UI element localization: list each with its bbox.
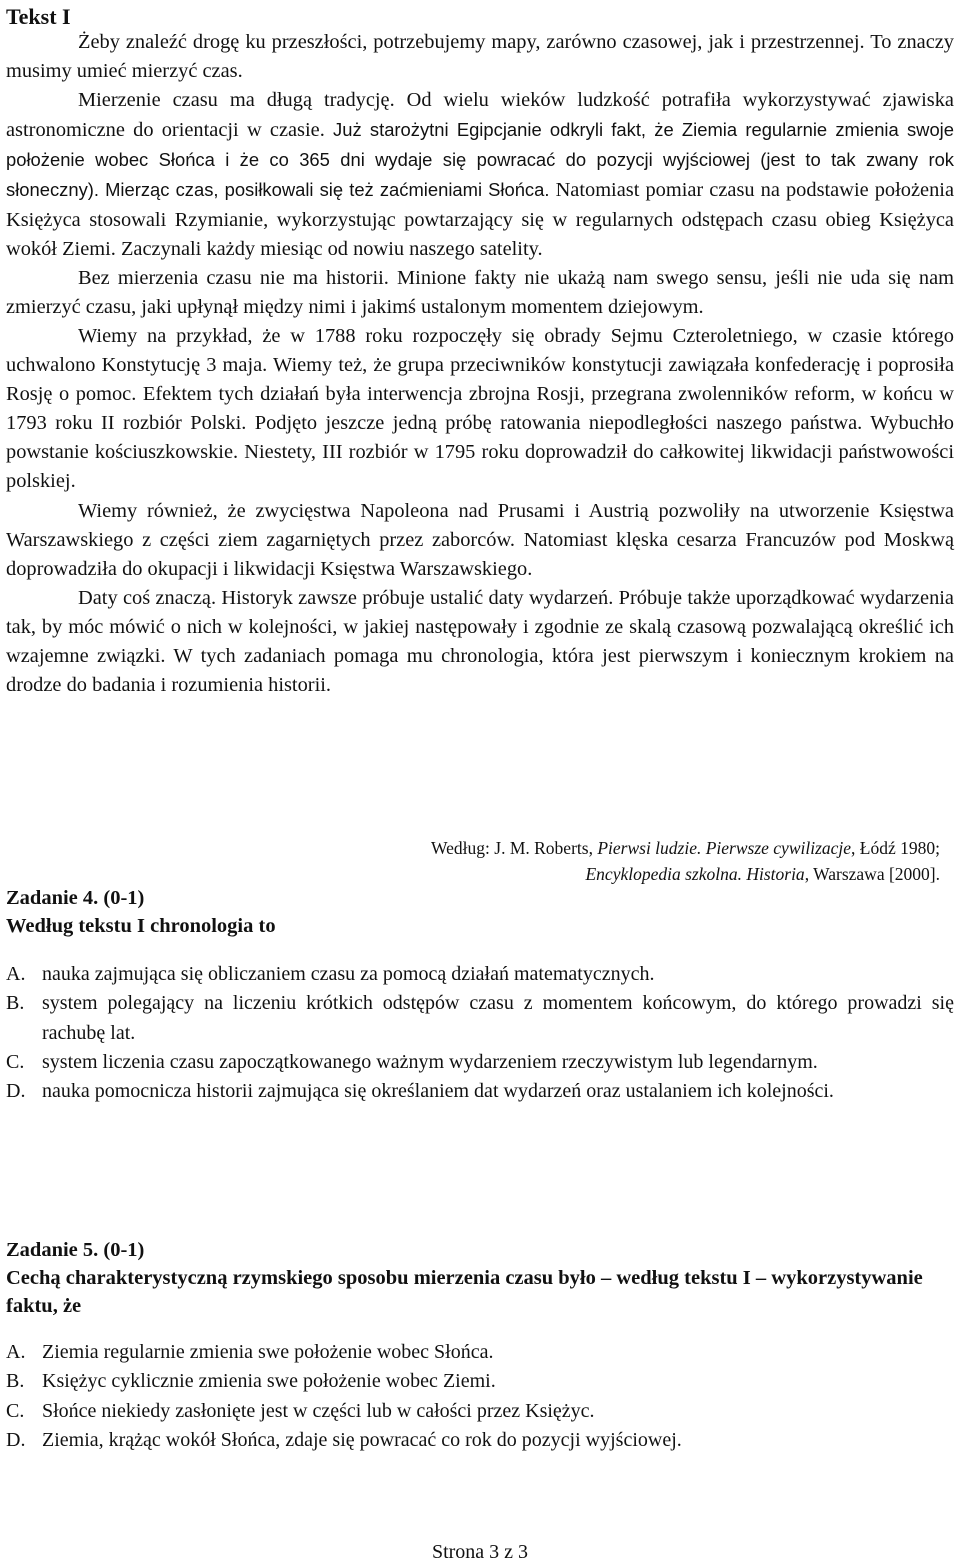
task-4-option-b[interactable] [6, 989, 954, 1048]
paragraph-2-part-d: Natomiast pomiar czasu na podstawie położenia Księżyca stosowali Rzymianie, wykorzystując powtarzający się w regularnych odstępach czasu obieg Księżyca wokół Ziemi. Zaczynali każdy miesiąc od nowiu naszego satelity. [6, 179, 954, 260]
paragraph-6: Daty coś znaczą. Historyk zawsze próbuje ustalić daty wydarzeń. Próbuje także uporządkować wydarzenia tak, by móc mówić o nich w kolejności, w jakiej następowały i zgodnie ze skalą czasową pozwalającą określić ich wzajemne związki. W tych zadaniach pomaga mu chronologia, która jest pierwszym i koniecznym krokiem na drodze do badania i rozumienia historii. [6, 586, 954, 697]
paragraph-2-part-a: Mierzenie czasu ma długą tradycję. Od wielu wieków ludzkość potrafiła wykorzystywać zjawiska astronomiczne do orientacji w czasie. [6, 89, 954, 142]
task-4-option-a[interactable] [6, 960, 954, 989]
option-text: Księżyc cyklicznie zmienia swe położenie wobec Ziemi. [42, 1370, 496, 1393]
source-citation [300, 835, 940, 887]
paragraph-1: Żeby znaleźć drogę ku przeszłości, potrzebujemy mapy, zarówno czasowej, jak i przestrzennej. To znaczy musimy umieć mierzyć czas. [6, 31, 954, 83]
option-text: Ziemia regularnie zmienia swe położenie wobec Słońca. [42, 1341, 494, 1363]
source-mid: , Łódź 1980; [851, 838, 940, 858]
source-book-1: Pierwsi ludzie. Pierwsze cywilizacje [597, 838, 852, 858]
task-5-option-a[interactable] [6, 1338, 954, 1367]
option-text: Ziemia, krążąc wokół Słońca, zdaje się powracać co rok do pozycji wyjściowej. [42, 1428, 682, 1451]
text-title: Tekst I [6, 4, 71, 29]
option-letter: A. [6, 963, 26, 985]
option-letter: C. [6, 1050, 25, 1073]
task-5-option-c[interactable] [6, 1397, 954, 1426]
option-text: nauka pomocnicza historii zajmująca się określaniem dat wydarzeń oraz ustalaniem ich kolejności. [42, 1080, 834, 1103]
task-5-label: Zadanie 5. (0-1) [6, 1239, 145, 1261]
option-letter: B. [6, 1370, 25, 1393]
paragraph-3 [6, 264, 954, 322]
task-4 [6, 884, 954, 1106]
option-letter: D. [6, 1428, 26, 1451]
option-letter: D. [6, 1080, 26, 1103]
paragraph-2-part-b: Już starożytni Egipcjanie odkryli fakt, że Ziemia regularnie zmienia swoje położenie wobec Słońca i że co 365 dni wydaje się powracać do pozycji wyjściowej (jest to tak zwany rok słoneczny). [6, 119, 954, 201]
passage [6, 28, 954, 700]
paragraph-4: Wiemy na przykład, że w 1788 roku rozpoczęły się obrady Sejmu Czteroletniego, w czasie którego uchwalono Konstytucję 3 maja. Wiemy też, że grupa przeciwników konstytucji zawiązała konfederację i poprosiła Rosję o pomoc. Efektem tych działań była interwencja zbrojna Rosji, przegrana zwolenników reform, w końcu w 1793 roku II rozbiór Polski. Podjęto jeszcze jedną próbę ratowania niepodległości naszego państwa. Wybuchło powstanie kościuszkowskie. Niestety, III rozbiór w 1795 roku doprowadził do całkowitej likwidacji państwowości polskiej. [6, 324, 954, 493]
task-4-options [6, 960, 954, 1106]
task-5-question: Cechą charakterystyczną rzymskiego sposobu mierzenia czasu było – według tekstu I – wykorzystywanie faktu, że [6, 1267, 923, 1317]
task-4-label: Zadanie 4. (0-1) [6, 887, 145, 909]
task-5-option-d[interactable] [6, 1426, 954, 1455]
task-5-options [6, 1338, 954, 1455]
paragraph-2 [6, 86, 954, 264]
task-4-option-c[interactable] [6, 1048, 954, 1077]
source-suffix: , Warszawa [2000]. [804, 864, 940, 884]
option-letter: C. [6, 1399, 25, 1422]
option-text: system liczenia czasu zapoczątkowanego ważnym wydarzeniem rzeczywistym lub legendarnym. [42, 1050, 818, 1073]
task-5-option-b[interactable] [6, 1367, 954, 1396]
option-letter: A. [6, 1341, 26, 1363]
option-text: Słońce niekiedy zasłonięte jest w części lub w całości przez Księżyc. [42, 1399, 595, 1422]
paragraph-3-part-a: Bez mierzenia czasu nie ma historii. [78, 266, 389, 289]
paragraph-3-part-b: Minione fakty nie ukażą nam swego sensu, jeśli nie uda się nam zmierzyć czasu, jaki upłynął między nimi i jakimś ustalonym momentem dziejowym. [6, 266, 954, 318]
option-letter: B. [6, 992, 25, 1015]
source-prefix: Według: J. M. Roberts, [431, 838, 598, 858]
task-5 [6, 1236, 954, 1455]
paragraph-5: Wiemy również, że zwycięstwa Napoleona nad Prusami i Austrią pozwoliły na utworzenie Księstwa Warszawskiego z części ziem zagarniętych przez zaborców. Natomiast klęska cesarza Francuzów pod Moskwą doprowadziła do okupacji i likwidacji Księstwa Warszawskiego. [6, 499, 954, 580]
task-4-option-d[interactable] [6, 1077, 954, 1106]
source-book-2: Encyklopedia szkolna. Historia [585, 864, 805, 884]
page-number: Strona 3 z 3 [431, 1541, 529, 1563]
option-text: nauka zajmująca się obliczaniem czasu za pomocą działań matematycznych. [42, 963, 655, 985]
task-4-question: Według tekstu I chronologia to [6, 915, 276, 937]
paragraph-2-part-c: Mierząc czas, posiłkowali się też zaćmieniami Słońca. [105, 179, 550, 201]
option-text: system polegający na liczeniu krótkich odstępów czasu z momentem końcowym, do którego prowadzi się rachubę lat. [42, 992, 954, 1044]
